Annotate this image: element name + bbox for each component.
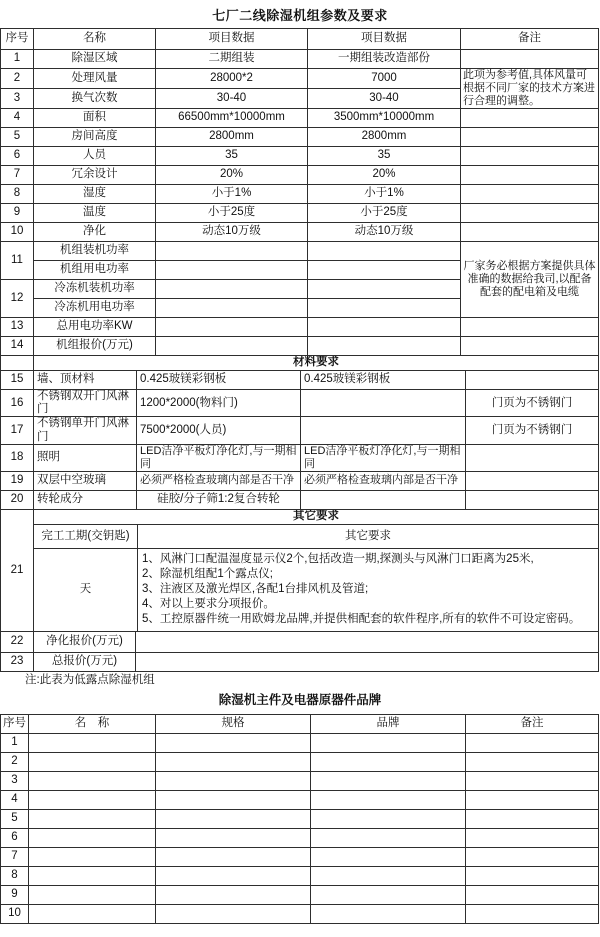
row-number-cell: 7 [1, 847, 29, 866]
empty-cell [311, 828, 466, 847]
name-cell: 总报价(万元) [34, 652, 136, 671]
row-number-cell: 16 [1, 390, 34, 417]
brand-table-body [1, 714, 599, 923]
row-number-cell: 18 [1, 444, 34, 471]
brand-table-row [1, 904, 599, 923]
empty-cell [156, 771, 311, 790]
data-cell [156, 261, 308, 280]
name-cell: 转轮成分 [34, 490, 137, 509]
remark-cell: 厂家务必根据方案提供具体准确的数据给我司,以配备配套的配电箱及电缆 [461, 242, 599, 318]
table-row [1, 444, 599, 471]
name-cell: 冷冻机装机功率 [34, 280, 156, 299]
table-row [1, 69, 599, 89]
data-cell [136, 631, 599, 652]
empty-cell [466, 866, 599, 885]
section-title: 材料要求 [34, 356, 599, 371]
name-cell: 双层中空玻璃 [34, 471, 137, 490]
data-cell: 0.425玻镁彩钢板 [137, 371, 301, 390]
table-row [1, 128, 599, 147]
remark-cell [466, 444, 599, 471]
row-number-cell: 8 [1, 866, 29, 885]
empty-cell [311, 733, 466, 752]
brand-table-row [1, 828, 599, 847]
table-row [1, 223, 599, 242]
remark-cell [461, 147, 599, 166]
empty-cell [156, 828, 311, 847]
requirement-line: 2、除湿机组配1个露点仪; [142, 568, 273, 581]
table-row [1, 471, 599, 490]
header-spec: 规格 [156, 714, 311, 733]
brand-table-row [1, 866, 599, 885]
data-cell: 动态10万级 [156, 223, 308, 242]
name-cell: 温度 [34, 204, 156, 223]
data-cell: 2800mm [308, 128, 461, 147]
name-cell: 换气次数 [34, 89, 156, 109]
table-row [1, 185, 599, 204]
header-data2: 项目数据 [308, 29, 461, 50]
empty-cell [466, 790, 599, 809]
empty-cell [156, 809, 311, 828]
remark-cell [461, 223, 599, 242]
empty-cell [311, 809, 466, 828]
requirement-line: 4、对以上要求分项报价。 [142, 598, 275, 611]
empty-cell [311, 790, 466, 809]
data-cell: 2800mm [156, 128, 308, 147]
data-cell: 66500mm*10000mm [156, 109, 308, 128]
row-number-cell: 20 [1, 490, 34, 509]
data-cell [301, 490, 466, 509]
data-cell [308, 242, 461, 261]
name-cell: 墙、顶材料 [34, 371, 137, 390]
data-cell: 一期组装改造部份 [308, 50, 461, 69]
brand-table [0, 714, 599, 924]
table-row [1, 390, 599, 417]
row-number-cell: 3 [1, 771, 29, 790]
empty-cell [466, 733, 599, 752]
name-cell: 总用电功率KW [34, 318, 156, 337]
row-number-cell: 4 [1, 790, 29, 809]
table-row [1, 166, 599, 185]
data-cell: 小于25度 [308, 204, 461, 223]
row-number-cell: 14 [1, 337, 34, 356]
empty-cell [466, 752, 599, 771]
row-number-cell: 21 [1, 509, 34, 631]
row-number-cell: 17 [1, 417, 34, 444]
data-cell: 1200*2000(物料门) [137, 390, 301, 417]
empty-cell [29, 828, 156, 847]
requirement-line: 1、风淋门口配温湿度显示仪2个,包括改造一期,探测头与风淋门口距离为25米, [142, 553, 534, 566]
header-no: 序号 [1, 714, 29, 733]
remark-cell [466, 490, 599, 509]
brand-table-row [1, 885, 599, 904]
remark-cell [461, 128, 599, 147]
row-number-cell: 2 [1, 69, 34, 89]
remark-cell [461, 50, 599, 69]
name-cell: 照明 [34, 444, 137, 471]
data-cell [301, 417, 466, 444]
empty-cell [29, 790, 156, 809]
table-row [1, 652, 599, 671]
name-cell: 冗余设计 [34, 166, 156, 185]
row-number-cell: 7 [1, 166, 34, 185]
empty-cell [466, 809, 599, 828]
footnote: 注:此表为低露点除湿机组 [25, 673, 155, 686]
row-number-cell: 2 [1, 752, 29, 771]
table-row [1, 318, 599, 337]
table-row [1, 147, 599, 166]
data-cell [308, 318, 461, 337]
remark-cell [461, 318, 599, 337]
remark-cell [461, 337, 599, 356]
row-number-cell: 4 [1, 109, 34, 128]
header-row [1, 714, 599, 733]
table-row [1, 204, 599, 223]
row-number-cell: 22 [1, 631, 34, 652]
section-header-row [1, 509, 599, 524]
empty-cell [29, 904, 156, 923]
table-row [1, 242, 599, 261]
data-cell: LED洁净平板灯净化灯,与一期相同 [301, 444, 466, 471]
name-cell: 人员 [34, 147, 156, 166]
header-data1: 项目数据 [156, 29, 308, 50]
table-row [1, 631, 599, 652]
data-cell: 必须严格检查玻璃内部是否干净 [301, 471, 466, 490]
row-number-cell: 15 [1, 371, 34, 390]
row-number-cell: 9 [1, 885, 29, 904]
brand-table-row [1, 771, 599, 790]
row-number-cell: 9 [1, 204, 34, 223]
empty-cell [156, 752, 311, 771]
page-title: 七厂二线除湿机组参数及要求 [212, 7, 388, 23]
name-cell: 湿度 [34, 185, 156, 204]
data-cell: 20% [156, 166, 308, 185]
row-number-cell: 6 [1, 147, 34, 166]
data-cell: 20% [308, 166, 461, 185]
parameters-table-price [0, 631, 599, 672]
data-cell: 7500*2000(人员) [137, 417, 301, 444]
row-number-cell: 23 [1, 652, 34, 671]
row-number-cell: 10 [1, 223, 34, 242]
data-cell [136, 652, 599, 671]
name-cell: 不锈钢双开门风淋门 [34, 390, 137, 417]
data-cell [308, 261, 461, 280]
parameters-table-main [0, 28, 599, 356]
data-cell [156, 337, 308, 356]
data-cell: 其它要求 [138, 524, 599, 548]
empty-cell [311, 885, 466, 904]
section-header-row [1, 356, 599, 371]
parameters-table-other [0, 509, 599, 632]
empty-cell [311, 904, 466, 923]
empty-cell [311, 847, 466, 866]
data-cell: 小于1% [156, 185, 308, 204]
section-title: 其它要求 [34, 509, 599, 524]
name-cell: 机组装机功率 [34, 242, 156, 261]
empty-cell [29, 809, 156, 828]
empty-cell [156, 733, 311, 752]
remark-cell [461, 185, 599, 204]
data-cell: 硅胶/分子筛1:2复合转轮 [137, 490, 301, 509]
empty-cell [29, 866, 156, 885]
data-cell: 7000 [308, 69, 461, 89]
empty-cell [311, 752, 466, 771]
remark-cell [461, 204, 599, 223]
data-cell: 35 [308, 147, 461, 166]
table-row [1, 490, 599, 509]
brand-table-row [1, 809, 599, 828]
table-row [1, 417, 599, 444]
table-row [1, 109, 599, 128]
remark-cell: 门页为不锈钢门 [466, 417, 599, 444]
remark-cell: 此项为参考值,具体风量可根据不同厂家的技术方案进行合理的调整。 [461, 69, 599, 109]
table-row [1, 337, 599, 356]
data-cell [308, 299, 461, 318]
remark-cell [466, 471, 599, 490]
header-brand: 品牌 [311, 714, 466, 733]
requirements-list-cell [138, 548, 599, 631]
brand-table-row [1, 847, 599, 866]
name-cell: 不锈钢单开门风淋门 [34, 417, 137, 444]
empty-cell [311, 771, 466, 790]
header-name: 名 称 [29, 714, 156, 733]
table-row [1, 524, 599, 548]
empty-cell [466, 847, 599, 866]
name-cell: 面积 [34, 109, 156, 128]
data-cell: LED洁净平板灯净化灯,与一期相同 [137, 444, 301, 471]
name-cell: 冷冻机用电功率 [34, 299, 156, 318]
empty-cell [311, 866, 466, 885]
data-cell [308, 337, 461, 356]
empty-cell [29, 771, 156, 790]
data-cell: 30-40 [156, 89, 308, 109]
name-cell: 完工工期(交钥匙) [34, 524, 138, 548]
row-number-cell: 10 [1, 904, 29, 923]
header-no: 序号 [1, 29, 34, 50]
empty-cell [466, 828, 599, 847]
brand-table-row [1, 733, 599, 752]
row-number-cell: 1 [1, 733, 29, 752]
data-cell: 小于1% [308, 185, 461, 204]
name-cell: 净化 [34, 223, 156, 242]
row-number-cell: 3 [1, 89, 34, 109]
empty-cell [466, 904, 599, 923]
parameters-table-material [0, 355, 599, 510]
table-row [1, 371, 599, 390]
row-number-cell: 8 [1, 185, 34, 204]
requirement-line: 5、工控原器件统一用欧姆龙品牌,并提供相配套的软件程序,所有的软件不可设定密码。 [142, 613, 581, 626]
row-number-cell: 12 [1, 280, 34, 318]
data-cell [301, 390, 466, 417]
name-cell: 机组报价(万元) [34, 337, 156, 356]
data-cell [156, 299, 308, 318]
row-number-cell: 1 [1, 50, 34, 69]
name-cell: 房间高度 [34, 128, 156, 147]
empty-cell [156, 904, 311, 923]
header-remark: 备注 [466, 714, 599, 733]
row-number-cell: 11 [1, 242, 34, 280]
name-cell: 处理风量 [34, 69, 156, 89]
data-cell [308, 280, 461, 299]
empty-cell [29, 733, 156, 752]
brand-table-title: 除湿机主件及电器原器件品牌 [218, 692, 382, 707]
empty-cell [1, 356, 34, 371]
name-cell: 天 [34, 548, 138, 631]
remark-cell: 门页为不锈钢门 [466, 390, 599, 417]
empty-cell [156, 885, 311, 904]
remark-cell [461, 166, 599, 185]
data-cell [156, 280, 308, 299]
row-number-cell: 13 [1, 318, 34, 337]
data-cell: 28000*2 [156, 69, 308, 89]
name-cell: 净化报价(万元) [34, 631, 136, 652]
empty-cell [156, 790, 311, 809]
data-cell: 30-40 [308, 89, 461, 109]
data-cell: 二期组装 [156, 50, 308, 69]
remark-cell [461, 109, 599, 128]
row-number-cell: 5 [1, 809, 29, 828]
header-remark: 备注 [461, 29, 599, 50]
data-cell [156, 318, 308, 337]
data-cell: 必须严格检查玻璃内部是否干净 [137, 471, 301, 490]
table-row [1, 548, 599, 631]
brand-table-row [1, 752, 599, 771]
data-cell: 3500mm*10000mm [308, 109, 461, 128]
header-name: 名称 [34, 29, 156, 50]
empty-cell [29, 752, 156, 771]
empty-cell [466, 885, 599, 904]
data-cell: 0.425玻镁彩钢板 [301, 371, 466, 390]
empty-cell [156, 866, 311, 885]
data-cell: 35 [156, 147, 308, 166]
data-cell [156, 242, 308, 261]
empty-cell [29, 847, 156, 866]
table-row [1, 50, 599, 69]
brand-table-row [1, 790, 599, 809]
remark-cell [466, 371, 599, 390]
data-cell: 小于25度 [156, 204, 308, 223]
empty-cell [466, 771, 599, 790]
row-number-cell: 6 [1, 828, 29, 847]
name-cell: 机组用电功率 [34, 261, 156, 280]
empty-cell [156, 847, 311, 866]
name-cell: 除湿区域 [34, 50, 156, 69]
requirement-line: 3、注液区及激光焊区,各配1台排风机及管道; [142, 583, 369, 596]
row-number-cell: 5 [1, 128, 34, 147]
data-cell: 动态10万级 [308, 223, 461, 242]
row-number-cell: 19 [1, 471, 34, 490]
header-row [1, 29, 599, 50]
empty-cell [29, 885, 156, 904]
